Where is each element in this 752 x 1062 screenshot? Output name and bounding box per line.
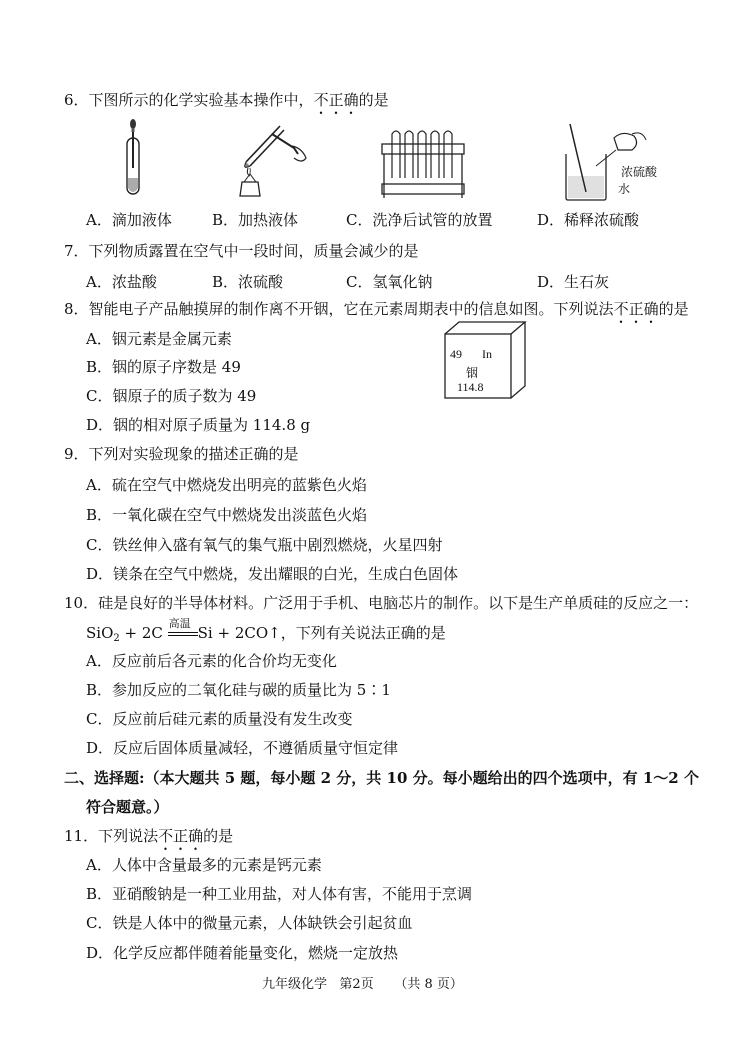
q6-option-b: B．加热液体 (212, 211, 299, 229)
q9-option-a: A．硫在空气中燃烧发出明亮的蓝紫色火焰 (86, 476, 367, 494)
acid-label: 浓硫酸 (621, 165, 658, 179)
q11-option-c: C．铁是人体中的微量元素，人体缺铁会引起贫血 (86, 914, 413, 932)
q10-option-d: D．反应后固体质量减轻，不遵循质量守恒定律 (86, 739, 399, 757)
section-2-heading-cont: 符合题意。） (86, 798, 169, 816)
stem-text: 的是 (203, 827, 234, 845)
q8-option-a: A．铟元素是金属元素 (86, 330, 232, 348)
section-2-heading: 二、选择题:（本大题共 5 题，每小题 2 分，共 10 分。每小题给出的四个选项中，有 1～2 个 (64, 769, 699, 787)
dropper-figure (118, 116, 148, 198)
equals-line-top (168, 632, 198, 633)
q9-option-b: B．一氧化碳在空气中燃烧发出淡蓝色火焰 (86, 506, 368, 524)
equals-line-bottom (168, 635, 198, 636)
emphasis-text: 不正确 (158, 827, 204, 845)
question-11-stem (64, 826, 233, 854)
q9-option-c: C．铁丝伸入盛有氧气的集气瓶中剧烈燃烧，火星四射 (86, 536, 443, 554)
element-name: 铟 (466, 366, 479, 380)
test-tube-rack-figure (380, 128, 466, 202)
footer-title: 九年级化学 (262, 977, 328, 992)
water-label: 水 (618, 182, 631, 196)
q11-option-b: B．亚硝酸钠是一种工业用盐，对人体有害，不能用于烹调 (86, 885, 473, 903)
stem-text: 11．下列说法 (64, 827, 159, 845)
emphasis-text: 不正确 (613, 300, 659, 318)
stem-text: 8．智能电子产品触摸屏的制作离不开铟，它在元素周期表中的信息如图。下列说法 (64, 300, 614, 318)
q6-option-c: C．洗净后试管的放置 (346, 211, 493, 229)
page-footer (262, 973, 463, 992)
equation-product: Si + 2CO↑ (197, 624, 281, 642)
q8-option-b: B．铟的原子序数是 49 (86, 358, 241, 376)
stem-text: 的是 (358, 91, 389, 109)
q10-option-b: B．参加反应的二氧化硅与碳的质量比为 5∶1 (86, 681, 391, 699)
q6-option-d: D．稀释浓硫酸 (537, 211, 640, 229)
heating-liquid-figure (232, 118, 314, 200)
q11-option-d: D．化学反应都伴随着能量变化，燃烧一定放热 (86, 944, 399, 962)
q7-option-a: A．浓盐酸 (86, 273, 157, 291)
element-number: 49 (450, 347, 462, 361)
dilute-acid-figure (552, 120, 650, 202)
stem-text: 的是 (658, 300, 689, 318)
emphasis-text: 不正确 (313, 91, 359, 109)
equation-subscript: 2 (113, 633, 120, 644)
q6-option-a: A．滴加液体 (86, 211, 172, 229)
reaction-condition (168, 617, 198, 643)
question-10-stem: 10．硅是良好的半导体材料。广泛用于手机、电脑芯片的制作。以下是生产单质硅的反应之一： (64, 594, 699, 612)
equation-reactant: + 2C (119, 624, 168, 642)
question-9-stem: 9．下列对实验现象的描述正确的是 (64, 445, 299, 463)
question-8-stem (64, 299, 689, 327)
q8-option-d: D．铟的相对原子质量为 114.8 g (86, 416, 311, 434)
question-7-stem: 7．下列物质露置在空气中一段时间，质量会减少的是 (64, 242, 419, 260)
q7-option-d: D．生石灰 (537, 273, 610, 291)
q10-option-c: C．反应前后硅元素的质量没有发生改变 (86, 710, 353, 728)
q8-option-c: C．铟原子的质子数为 49 (86, 387, 257, 405)
element-mass: 114.8 (457, 380, 484, 394)
footer-total: （共 8 页） (394, 977, 463, 992)
q9-option-d: D．镁条在空气中燃烧，发出耀眼的白光，生成白色固体 (86, 565, 459, 583)
equation-tail: ，下列有关说法正确的是 (280, 624, 446, 642)
question-6-stem (64, 90, 389, 118)
reaction-equation (86, 617, 446, 649)
q7-option-b: B．浓硫酸 (212, 273, 284, 291)
q10-option-a: A．反应前后各元素的化合价均无变化 (86, 652, 337, 670)
q11-option-a: A．人体中含量最多的元素是钙元素 (86, 856, 322, 874)
equation-reactant: SiO (86, 624, 114, 642)
element-symbol: In (482, 347, 492, 361)
q7-option-c: C．氢氧化钠 (346, 273, 433, 291)
footer-page: 第2页 (339, 977, 374, 992)
question-number: 6． (64, 91, 89, 109)
stem-text: 下图所示的化学实验基本操作中， (88, 91, 314, 109)
condition-text: 高温 (168, 617, 191, 630)
